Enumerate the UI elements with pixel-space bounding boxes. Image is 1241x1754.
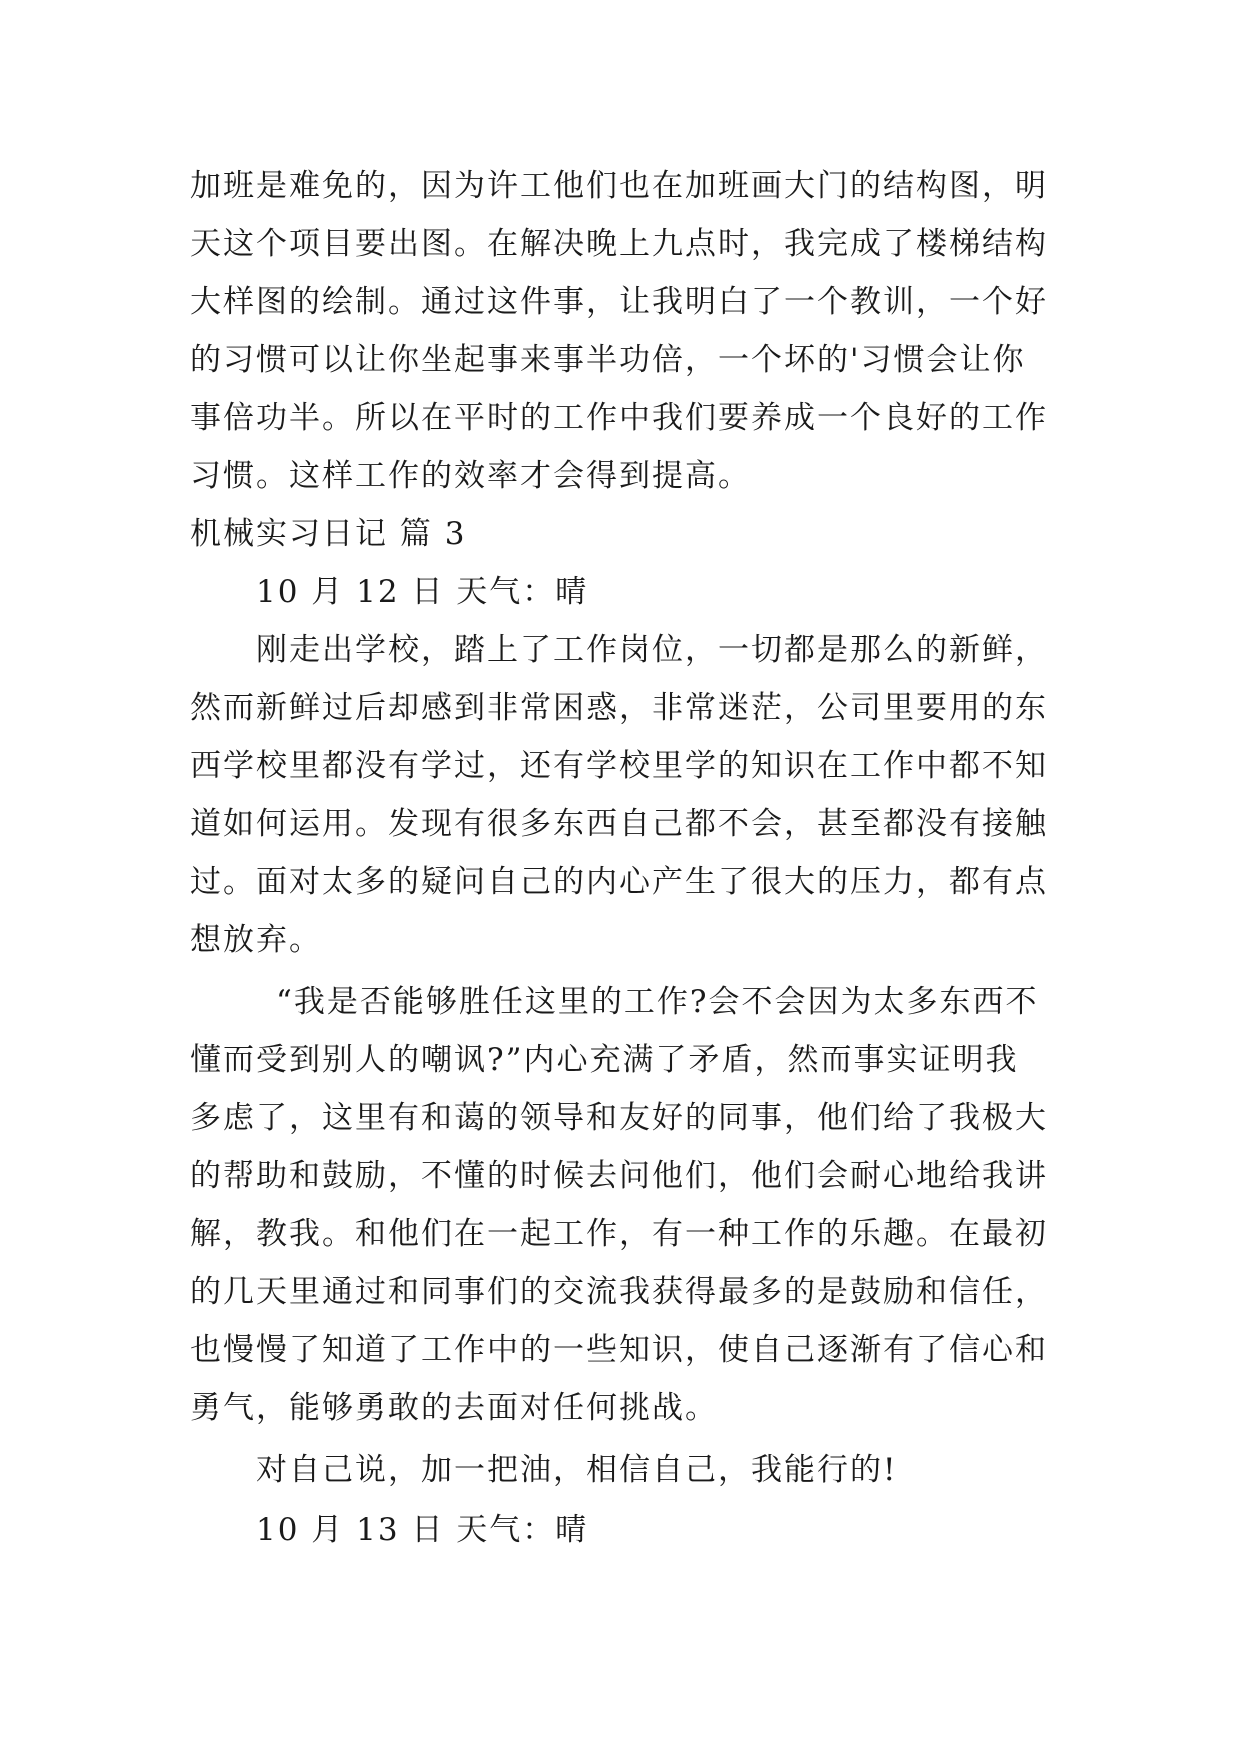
paragraph-line: 习惯。这样工作的效率才会得到提高。 <box>190 458 751 494</box>
paragraph-line: 多虑了，这里有和蔼的领导和友好的同事，他们给了我极大 <box>190 1100 1048 1136</box>
paragraph-line: 加班是难免的，因为许工他们也在加班画大门的结构图，明 <box>190 168 1048 204</box>
paragraph-line: 解，教我。和他们在一起工作，有一种工作的乐趣。在最初 <box>190 1216 1048 1252</box>
paragraph-line: 也慢慢了知道了工作中的一些知识，使自己逐渐有了信心和 <box>190 1332 1048 1368</box>
paragraph-line: 然而新鲜过后却感到非常困惑，非常迷茫，公司里要用的东 <box>190 690 1048 726</box>
paragraph-line: 事倍功半。所以在平时的工作中我们要养成一个良好的工作 <box>190 400 1048 436</box>
paragraph-line: 道如何运用。发现有很多东西自己都不会，甚至都没有接触 <box>190 806 1048 842</box>
paragraph-line: 过。面对太多的疑问自己的内心产生了很大的压力，都有点 <box>190 864 1048 900</box>
paragraph-line: 对自己说，加一把油，相信自己，我能行的! <box>256 1452 898 1488</box>
paragraph-line: 刚走出学校，踏上了工作岗位，一切都是那么的新鲜， <box>256 632 1048 668</box>
paragraph-line: 想放弃。 <box>190 922 322 958</box>
paragraph-line: “我是否能够胜任这里的工作?会不会因为太多东西不 <box>276 984 1039 1020</box>
paragraph-line: 天这个项目要出图。在解决晚上九点时，我完成了楼梯结构 <box>190 226 1048 262</box>
diary-date-line: 10 月 12 日 天气：晴 <box>256 574 589 610</box>
paragraph-line: 勇气，能够勇敢的去面对任何挑战。 <box>190 1390 718 1426</box>
paragraph-line: 大样图的绘制。通过这件事，让我明白了一个教训，一个好 <box>190 284 1048 320</box>
paragraph-line: 西学校里都没有学过，还有学校里学的知识在工作中都不知 <box>190 748 1048 784</box>
diary-date-line: 10 月 13 日 天气：晴 <box>256 1512 589 1548</box>
paragraph-line: 懂而受到别人的嘲讽?”内心充满了矛盾，然而事实证明我 <box>190 1042 1019 1078</box>
paragraph-line: 的几天里通过和同事们的交流我获得最多的是鼓励和信任， <box>190 1274 1048 1310</box>
section-heading: 机械实习日记 篇 3 <box>190 516 467 552</box>
paragraph-line: 的习惯可以让你坐起事来事半功倍，一个坏的'习惯会让你 <box>190 342 1026 378</box>
paragraph-line: 的帮助和鼓励，不懂的时候去问他们，他们会耐心地给我讲 <box>190 1158 1048 1194</box>
